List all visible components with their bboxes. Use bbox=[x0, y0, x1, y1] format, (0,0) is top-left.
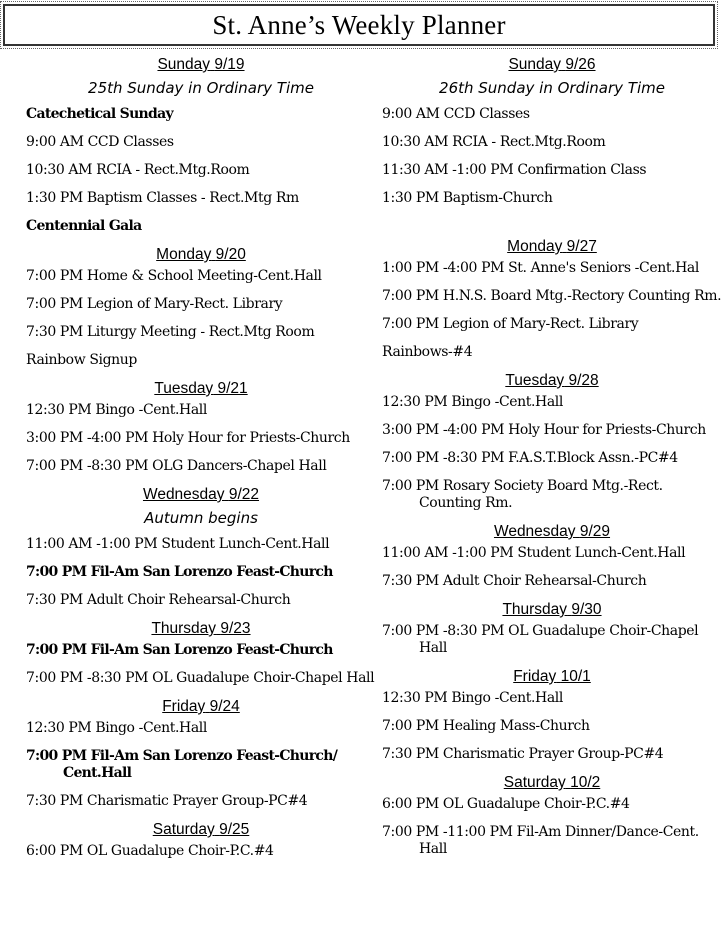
day-name: Monday bbox=[156, 246, 212, 263]
right-column bbox=[382, 56, 722, 869]
event-entry: 11:00 AM -1:00 PM Student Lunch-Cent.Hall bbox=[26, 536, 330, 552]
event-entry: 7:00 PM -8:30 PM OL Guadalupe Choir-Chapel Hall bbox=[26, 670, 375, 686]
day-name: Sunday bbox=[508, 56, 562, 73]
event-entry: 10:30 AM RCIA - Rect.Mtg.Room bbox=[382, 134, 606, 150]
event-entry: 9:00 AM CCD Classes bbox=[26, 134, 174, 150]
left-column bbox=[26, 56, 376, 871]
day-date: 9/22 bbox=[228, 486, 260, 503]
event-entry: 7:00 PM Rosary Society Board Mtg.-Rect. Counting Rm. bbox=[382, 478, 663, 511]
day-name: Tuesday bbox=[505, 372, 565, 389]
day-date: 9/27 bbox=[566, 238, 597, 255]
day-section-friday bbox=[26, 698, 376, 810]
day-heading bbox=[382, 56, 722, 74]
event-entry: 7:30 PM Charismatic Prayer Group-PC#4 bbox=[382, 746, 664, 762]
day-name: Wednesday bbox=[142, 486, 225, 503]
event-entry: 12:30 PM Bingo -Cent.Hall bbox=[382, 394, 563, 410]
day-date: 9/20 bbox=[215, 246, 246, 263]
day-date: 9/23 bbox=[220, 620, 251, 637]
event-entry: 7:00 PM Legion of Mary-Rect. Library bbox=[26, 296, 283, 312]
event-entry: Catechetical Sunday bbox=[26, 106, 173, 122]
day-date: 9/28 bbox=[568, 372, 599, 389]
day-date: 9/26 bbox=[565, 56, 596, 73]
day-section-tuesday bbox=[382, 372, 722, 512]
day-section-monday bbox=[382, 238, 722, 361]
day-section-wednesday bbox=[26, 486, 376, 609]
day-heading bbox=[26, 56, 376, 74]
day-heading bbox=[26, 620, 376, 638]
day-heading bbox=[382, 238, 722, 256]
event-entry: 12:30 PM Bingo -Cent.Hall bbox=[26, 402, 207, 418]
day-section-sunday bbox=[26, 56, 376, 235]
event-entry: 7:30 PM Charismatic Prayer Group-PC#4 bbox=[26, 793, 308, 809]
event-entry: 7:00 PM Home & School Meeting-Cent.Hall bbox=[26, 268, 322, 284]
day-heading bbox=[382, 668, 722, 686]
event-entry: 11:30 AM -1:00 PM Confirmation Class bbox=[382, 162, 647, 178]
day-name: Friday bbox=[513, 668, 557, 685]
day-heading bbox=[382, 523, 722, 541]
event-entry: 7:00 PM Fil-Am San Lorenzo Feast-Church bbox=[26, 642, 333, 658]
day-heading bbox=[382, 372, 722, 390]
event-entry: Rainbows-#4 bbox=[382, 344, 473, 360]
event-entry: Rainbow Signup bbox=[26, 352, 137, 368]
special-observance: Autumn begins bbox=[144, 509, 258, 527]
event-entry: 7:30 PM Liturgy Meeting - Rect.Mtg Room bbox=[26, 324, 315, 340]
day-date: 9/21 bbox=[217, 380, 248, 397]
day-heading bbox=[382, 601, 722, 619]
day-date: 9/24 bbox=[209, 698, 240, 715]
day-name: Monday bbox=[507, 238, 563, 255]
day-date: 10/1 bbox=[560, 668, 591, 685]
planner-title-box bbox=[3, 4, 715, 46]
day-name: Wednesday bbox=[493, 523, 576, 540]
event-entry: 3:00 PM -4:00 PM Holy Hour for Priests-Church bbox=[26, 430, 350, 446]
day-name: Sunday bbox=[157, 56, 211, 73]
day-section-saturday bbox=[26, 821, 376, 860]
day-name: Thursday bbox=[151, 620, 217, 637]
event-entry: 7:30 PM Adult Choir Rehearsal-Church bbox=[382, 573, 647, 589]
event-entry: 7:30 PM Adult Choir Rehearsal-Church bbox=[26, 592, 291, 608]
event-entry: 12:30 PM Bingo -Cent.Hall bbox=[382, 690, 563, 706]
day-section-sunday bbox=[382, 56, 722, 207]
day-heading bbox=[26, 698, 376, 716]
day-date: 9/25 bbox=[219, 821, 250, 838]
event-entry: 7:00 PM Legion of Mary-Rect. Library bbox=[382, 316, 639, 332]
day-name: Thursday bbox=[502, 601, 568, 618]
event-entry: 10:30 AM RCIA - Rect.Mtg.Room bbox=[26, 162, 250, 178]
day-name: Saturday bbox=[503, 774, 566, 791]
day-name: Tuesday bbox=[154, 380, 214, 397]
event-entry: Centennial Gala bbox=[26, 218, 142, 234]
day-section-saturday bbox=[382, 774, 722, 858]
event-entry: 1:30 PM Baptism Classes - Rect.Mtg Rm bbox=[26, 190, 299, 206]
event-entry: 7:00 PM Healing Mass-Church bbox=[382, 718, 590, 734]
day-section-tuesday bbox=[26, 380, 376, 475]
page-title: St. Anne’s Weekly Planner bbox=[212, 10, 506, 40]
special-observance: 26th Sunday in Ordinary Time bbox=[439, 79, 665, 97]
event-entry: 1:00 PM -4:00 PM St. Anne's Seniors -Cent.Hal bbox=[382, 260, 699, 276]
event-entry: 6:00 PM OL Guadalupe Choir-P.C.#4 bbox=[26, 843, 274, 859]
event-entry: 7:00 PM H.N.S. Board Mtg.-Rectory Counting Rm. bbox=[382, 288, 722, 304]
day-date: 9/30 bbox=[571, 601, 602, 618]
day-section-friday bbox=[382, 668, 722, 763]
day-section-wednesday bbox=[382, 523, 722, 590]
event-entry: 1:30 PM Baptism-Church bbox=[382, 190, 553, 206]
event-entry: 6:00 PM OL Guadalupe Choir-P.C.#4 bbox=[382, 796, 630, 812]
event-entry: 7:00 PM Fil-Am San Lorenzo Feast-Church/ Cent.Hall bbox=[26, 748, 338, 781]
day-name: Friday bbox=[162, 698, 206, 715]
event-entry: 7:00 PM -8:30 PM F.A.S.T.Block Assn.-PC#4 bbox=[382, 450, 678, 466]
event-entry: 9:00 AM CCD Classes bbox=[382, 106, 530, 122]
day-section-thursday bbox=[26, 620, 376, 687]
day-date: 10/2 bbox=[570, 774, 601, 791]
day-name: Saturday bbox=[152, 821, 215, 838]
day-heading bbox=[26, 380, 376, 398]
event-entry: 11:00 AM -1:00 PM Student Lunch-Cent.Hall bbox=[382, 545, 686, 561]
day-heading bbox=[382, 774, 722, 792]
event-entry: 7:00 PM -8:30 PM OLG Dancers-Chapel Hall bbox=[26, 458, 327, 474]
event-entry: 12:30 PM Bingo -Cent.Hall bbox=[26, 720, 207, 736]
special-observance: 25th Sunday in Ordinary Time bbox=[88, 79, 314, 97]
day-date: 9/19 bbox=[214, 56, 245, 73]
day-heading bbox=[26, 821, 376, 839]
event-entry: 7:00 PM -11:00 PM Fil-Am Dinner/Dance-Cent. Hall bbox=[382, 824, 699, 857]
event-entry: 7:00 PM Fil-Am San Lorenzo Feast-Church bbox=[26, 564, 333, 580]
day-section-thursday bbox=[382, 601, 722, 657]
day-heading bbox=[26, 246, 376, 264]
event-entry: 3:00 PM -4:00 PM Holy Hour for Priests-Church bbox=[382, 422, 706, 438]
day-section-monday bbox=[26, 246, 376, 369]
event-entry: 7:00 PM -8:30 PM OL Guadalupe Choir-Chapel Hall bbox=[382, 623, 699, 656]
day-date: 9/29 bbox=[579, 523, 611, 540]
day-heading bbox=[26, 486, 376, 504]
